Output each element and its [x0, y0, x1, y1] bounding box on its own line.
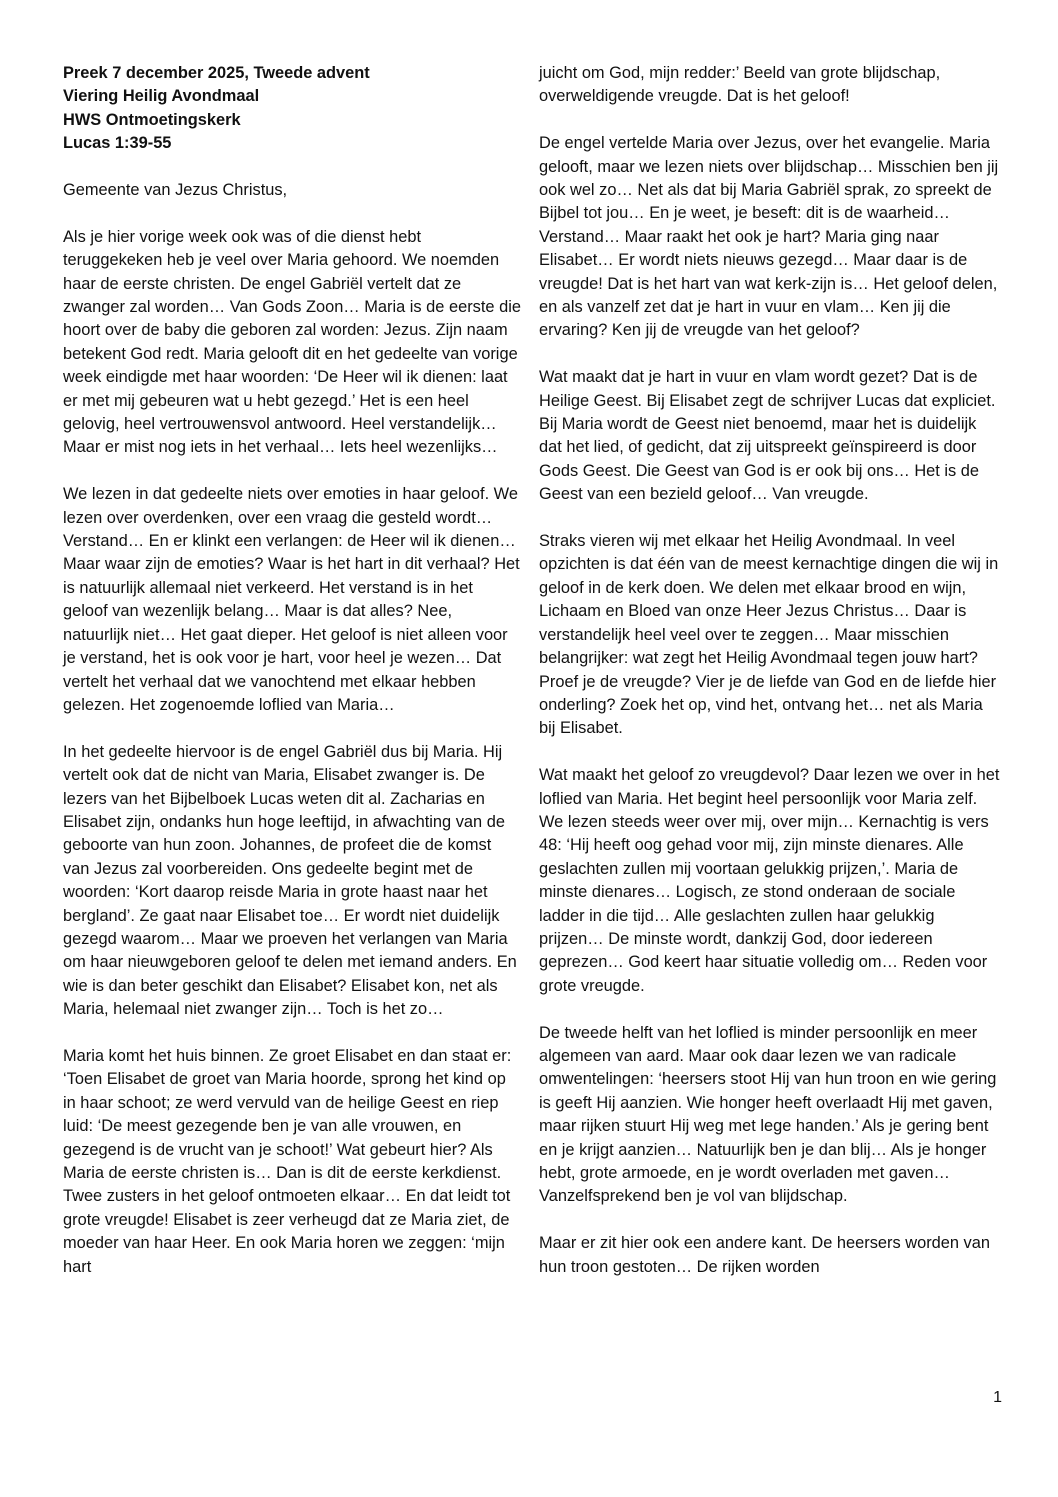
- right-column: [539, 62, 1001, 1302]
- header-scripture: Lucas 1:39-55: [63, 134, 172, 153]
- header-service: Viering Heilig Avondmaal: [63, 87, 260, 106]
- header-title: Preek 7 december 2025, Tweede advent: [63, 64, 370, 82]
- paragraph: Maar er zit hier ook een andere kant. De heersers worden van hun troon gestoten… De rijken worden: [539, 1234, 990, 1276]
- paragraph: Wat maakt het geloof zo vreugdevol? Daar lezen we over in het loflied van Maria. Het begint heel persoonlijk voor Maria zelf. We lezen steeds weer over mij, over mijn… Kernachtig is vers 48: ‘Hij heeft oog gehad voor mij, zijn minste dienares. Alle geslachten zullen mij voortaan gelukkig prijzen,’. Maria de minste dienares… Logisch, ze stond onderaan de sociale ladder in die tijd… Alle geslachten zullen haar gelukkig prijzen… De minste wordt, dankzij God, door iedereen geprezen… God keert haar situatie volledig om… Reden voor grote vreugde.: [539, 766, 1000, 995]
- paragraph: De tweede helft van het loflied is minder persoonlijk en meer algemeen van aard. Maar ook daar lezen we van radicale omwentelingen: ‘heersers stoot Hij van hun troon en wie gering is geeft Hij aanzien. Wie honger heeft overlaadt Hij met gaven, maar rijken stuurt Hij weg met lege handen.’ Als je gering bent en je krijgt aanzien… Natuurlijk ben je dan blij… Als je honger hebt, grote armoede, en je wordt overladen met gaven… Vanzelfsprekend ben je vol van blijdschap.: [539, 1023, 997, 1206]
- page-number: 1: [993, 1389, 1002, 1406]
- document-header: [63, 62, 521, 156]
- left-column: [63, 62, 521, 1302]
- header-church: HWS Ontmoetingskerk: [63, 110, 241, 129]
- paragraph: Als je hier vorige week ook was of die dienst hebt teruggekeken heb je veel over Maria gehoord. We noemden haar de eerste christen. De engel Gabriël vertelt dat ze zwanger zal worden… Van Gods Zoon… Maria is de eerste die hoort over de baby die geboren zal worden: Jezus. Zijn naam betekent God redt. Maria gelooft dit en het gedeelte van vorige week eindigde met haar woorden: ‘De Heer wil ik dienen: laat er met mij gebeuren wat u hebt gezegd.’ Het is een heel gelovig, heel vertrouwensvol antwoord. Heel verstandelijk… Maar er mist nog iets in het verhaal… Iets heel wezenlijks…: [63, 227, 521, 457]
- paragraph: De engel vertelde Maria over Jezus, over het evangelie. Maria gelooft, maar we lezen niets over blijdschap… Misschien ben jij ook wel zo… Net als dat bij Maria Gabriël sprak, zo spreekt de Bijbel tot jou… En je weet, je beseft: dit is de waarheid… Verstand… Maar raakt het ook je hart? Maria ging naar Elisabet… Er wordt niets nieuws gezegd… Maar daar is de vreugde! Dat is het hart van wat kerk-zijn is… Het geloof delen, en als vanzelf zet dat je hart in vuur en vlam… Ken jij die ervaring? Ken jij de vreugde van het geloof?: [539, 134, 999, 340]
- paragraph: In het gedeelte hiervoor is de engel Gabriël dus bij Maria. Hij vertelt ook dat de nicht van Maria, Elisabet zwanger is. De lezers van het Bijbelboek Lucas weten dit al. Zacharias en Elisabet zijn, ondanks hun hoge leeftijd, in afwachting van de geboorte van hun zoon. Johannes, de profeet die de komst van Jezus zal voorbereiden. Ons gedeelte begint met de woorden: ‘Kort daarop reisde Maria in grote haast naar het bergland’. Ze gaat naar Elisabet toe… Er wordt niet duidelijk gezegd waarom… Maar we proeven het verlangen van Maria om haar nieuwgeboren geloof te delen met iemand anders. En wie is dan beter geschikt dan Elisabet? Elisabet kon, net als Maria, helemaal niet zwanger zijn… Toch is het zo…: [63, 742, 517, 1019]
- paragraph: juicht om God, mijn redder:’ Beeld van grote blijdschap, overweldigende vreugde. Dat is het geloof!: [539, 64, 941, 106]
- paragraph: Wat maakt dat je hart in vuur en vlam wordt gezet? Dat is de Heilige Geest. Bij Elisabet zegt de schrijver Lucas dat expliciet. Bij Maria wordt de Geest niet benoemd, maar het is duidelijk dat het lied, of gedicht, dat zij uitspreekt geïnspireerd is door Gods Geest. Die Geest van God is er ook bij ons… Het is de Geest van een bezield geloof… Van vreugde.: [539, 368, 996, 504]
- paragraph: We lezen in dat gedeelte niets over emoties in haar geloof. We lezen over overdenken, over een vraag die gesteld wordt… Verstand… En er klinkt een verlangen: de Heer wil ik dienen… Maar waar zijn de emoties? Waar is het hart in dit verhaal? Het is natuurlijk allemaal niet verkeerd. Het verstand is in het geloof van wezenlijk belang… Maar is dat alles? Nee, natuurlijk niet… Het gaat dieper. Het geloof is niet alleen voor je verstand, het is ook voor je hart, voor heel je wezen… Dat vertelt het verhaal dat we vanochtend met elkaar hebben gelezen. Het zogenoemde loflied van Maria…: [63, 485, 520, 714]
- salutation: Gemeente van Jezus Christus,: [63, 181, 288, 200]
- paragraph: Straks vieren wij met elkaar het Heilig Avondmaal. In veel opzichten is dat één van de meest kernachtige dingen die wij in geloof in de kerk doen. We delen met elkaar brood en wijn, Lichaam en Bloed van onze Heer Jezus Christus… Daar is verstandelijk heel veel over te zeggen… Maar misschien belangrijker: wat zegt het Heilig Avondmaal tegen jouw hart? Proef je de vreugde? Vier je de liefde van God en de liefde hier onderling? Zoek het op, vind het, ontvang het… net als Maria bij Elisabet.: [539, 532, 999, 738]
- paragraph: Maria komt het huis binnen. Ze groet Elisabet en dan staat er: ‘Toen Elisabet de groet van Maria hoorde, sprong het kind op in haar schoot; ze werd vervuld van de heilige Geest en riep luid: ‘De meest gezegende ben je van alle vrouwen, en gezegend is de vrucht van je schoot!’ Wat gebeurt hier? Als Maria de eerste christen is… Dan is dit de eerste kerkdienst. Twee zusters in het geloof ontmoeten elkaar… En dat leidt tot grote vreugde! Elisabet is zeer verheugd dat ze Maria ziet, de moeder van haar Heer. En ook Maria horen we zeggen: ‘mijn hart: [63, 1046, 512, 1276]
